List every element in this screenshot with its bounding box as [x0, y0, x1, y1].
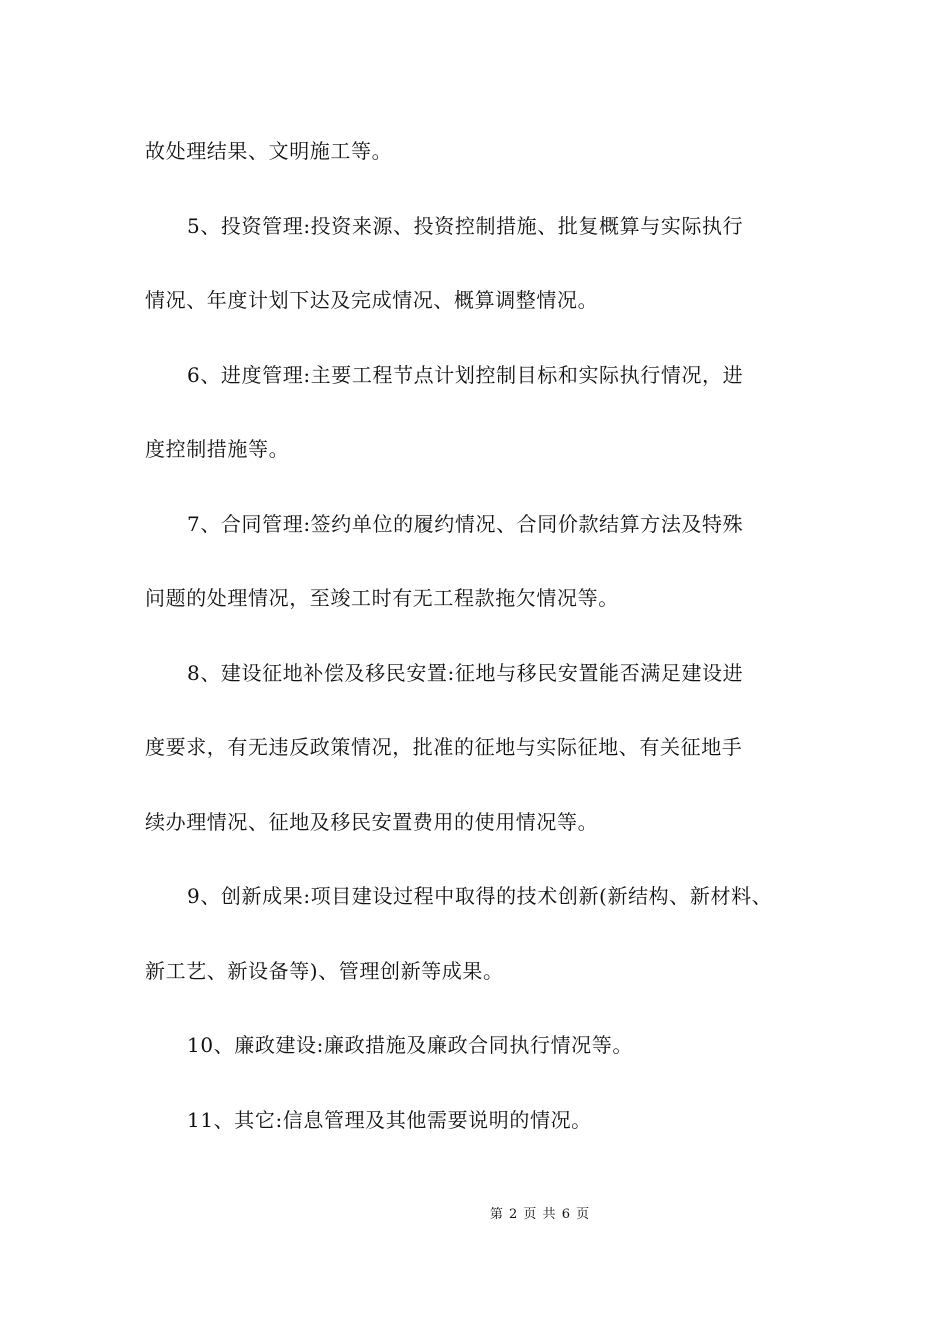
text-line-14: 11、其它:信息管理及其他需要说明的情况。 — [187, 1108, 592, 1132]
text-line-3: 情况、年度计划下达及完成情况、概算调整情况。 — [145, 288, 599, 312]
text-line-9: 度要求，有无违反政策情况，批准的征地与实际征地、有关征地手 — [145, 735, 743, 759]
text-line-8: 8、建设征地补偿及移民安置:征地与移民安置能否满足建设进 — [187, 661, 744, 685]
text-line-5: 度控制措施等。 — [145, 437, 290, 461]
text-line-7: 问题的处理情况，至竣工时有无工程款拖欠情况等。 — [145, 586, 619, 610]
text-line-1: 故处理结果、文明施工等。 — [145, 139, 393, 163]
text-line-11: 9、创新成果:项目建设过程中取得的技术创新(新结构、新材料、 — [187, 884, 773, 908]
text-line-6: 7、合同管理:签约单位的履约情况、合同价款结算方法及特殊 — [187, 512, 744, 536]
text-line-2: 5、投资管理:投资来源、投资控制措施、批复概算与实际执行 — [187, 214, 744, 238]
text-line-4: 6、进度管理:主要工程节点计划控制目标和实际执行情况，进 — [187, 363, 744, 387]
text-line-12: 新工艺、新设备等)、管理创新等成果。 — [145, 959, 504, 983]
text-line-13: 10、廉政建设:廉政措施及廉政合同执行情况等。 — [187, 1033, 633, 1057]
text-line-10: 续办理情况、征地及移民安置费用的使用情况等。 — [145, 810, 599, 834]
page-number-footer: 第 2 页 共 6 页 — [489, 1207, 591, 1222]
